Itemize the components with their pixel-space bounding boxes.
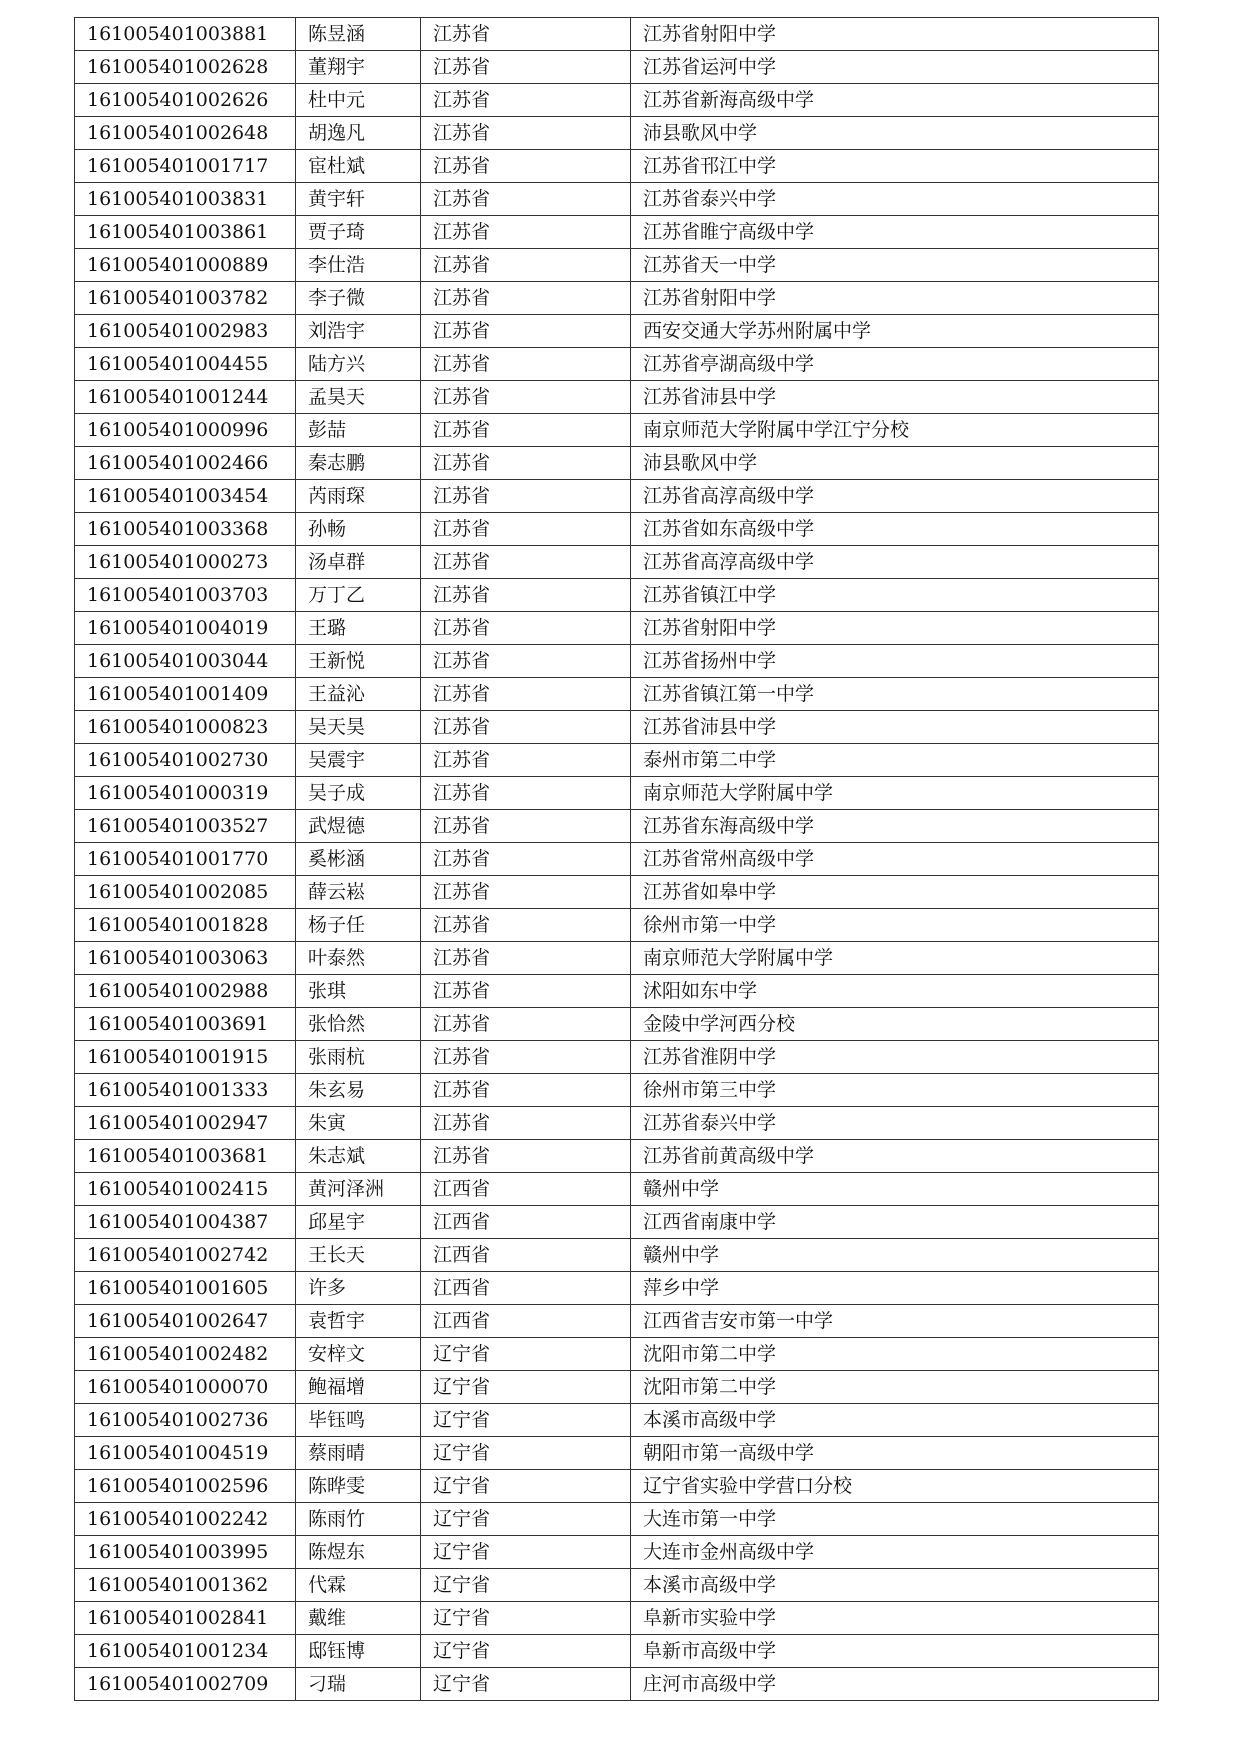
candidate-id-cell: 161005401000996 — [75, 414, 296, 447]
candidate-id-cell: 161005401003063 — [75, 942, 296, 975]
table-row — [75, 381, 1159, 414]
student-name-cell: 宦杜斌 — [296, 150, 421, 183]
candidate-id-cell: 161005401003044 — [75, 645, 296, 678]
table-row — [75, 216, 1159, 249]
table-row — [75, 1338, 1159, 1371]
student-name-cell: 鲍福增 — [296, 1371, 421, 1404]
table-row — [75, 348, 1159, 381]
student-name-cell: 董翔宇 — [296, 51, 421, 84]
table-row — [75, 810, 1159, 843]
candidate-id-cell: 161005401002085 — [75, 876, 296, 909]
table-row — [75, 678, 1159, 711]
table-row — [75, 612, 1159, 645]
school-cell: 本溪市高级中学 — [631, 1569, 1159, 1602]
candidate-id-cell: 161005401004519 — [75, 1437, 296, 1470]
student-name-cell: 万丁乙 — [296, 579, 421, 612]
table-row — [75, 843, 1159, 876]
student-name-cell: 薛云崧 — [296, 876, 421, 909]
candidate-id-cell: 161005401004019 — [75, 612, 296, 645]
candidate-id-cell: 161005401002242 — [75, 1503, 296, 1536]
school-cell: 辽宁省实验中学营口分校 — [631, 1470, 1159, 1503]
school-cell: 江苏省新海高级中学 — [631, 84, 1159, 117]
province-cell: 江苏省 — [421, 678, 631, 711]
candidate-id-cell: 161005401001770 — [75, 843, 296, 876]
candidate-id-cell: 161005401003691 — [75, 1008, 296, 1041]
candidate-id-cell: 161005401001234 — [75, 1635, 296, 1668]
student-name-cell: 毕钰鸣 — [296, 1404, 421, 1437]
province-cell: 江苏省 — [421, 546, 631, 579]
school-cell: 江苏省镇江第一中学 — [631, 678, 1159, 711]
school-cell: 萍乡中学 — [631, 1272, 1159, 1305]
province-cell: 辽宁省 — [421, 1503, 631, 1536]
student-name-cell: 袁哲宇 — [296, 1305, 421, 1338]
province-cell: 江苏省 — [421, 1107, 631, 1140]
school-cell: 江苏省运河中学 — [631, 51, 1159, 84]
school-cell: 江苏省前黄高级中学 — [631, 1140, 1159, 1173]
school-cell: 江苏省亭湖高级中学 — [631, 348, 1159, 381]
province-cell: 江苏省 — [421, 1008, 631, 1041]
candidate-id-cell: 161005401002628 — [75, 51, 296, 84]
school-cell: 南京师范大学附属中学 — [631, 777, 1159, 810]
province-cell: 辽宁省 — [421, 1536, 631, 1569]
table-row — [75, 1470, 1159, 1503]
table-row — [75, 777, 1159, 810]
student-name-cell: 叶泰然 — [296, 942, 421, 975]
school-cell: 沛县歌风中学 — [631, 117, 1159, 150]
province-cell: 江西省 — [421, 1272, 631, 1305]
school-cell: 朝阳市第一高级中学 — [631, 1437, 1159, 1470]
candidate-id-cell: 161005401002466 — [75, 447, 296, 480]
province-cell: 江苏省 — [421, 942, 631, 975]
table-row — [75, 84, 1159, 117]
table-row — [75, 1107, 1159, 1140]
student-name-cell: 王璐 — [296, 612, 421, 645]
school-cell: 大连市金州高级中学 — [631, 1536, 1159, 1569]
province-cell: 江苏省 — [421, 579, 631, 612]
student-name-cell: 王新悦 — [296, 645, 421, 678]
student-name-cell: 汤卓群 — [296, 546, 421, 579]
table-row — [75, 1173, 1159, 1206]
candidate-id-cell: 161005401003368 — [75, 513, 296, 546]
province-cell: 江苏省 — [421, 249, 631, 282]
province-cell: 江苏省 — [421, 150, 631, 183]
province-cell: 江苏省 — [421, 117, 631, 150]
student-name-cell: 李子微 — [296, 282, 421, 315]
candidate-id-cell: 161005401002983 — [75, 315, 296, 348]
table-row — [75, 249, 1159, 282]
table-row — [75, 1041, 1159, 1074]
table-row — [75, 513, 1159, 546]
province-cell: 辽宁省 — [421, 1635, 631, 1668]
student-name-cell: 邱星宇 — [296, 1206, 421, 1239]
student-name-cell: 吴天昊 — [296, 711, 421, 744]
student-name-cell: 吴子成 — [296, 777, 421, 810]
province-cell: 江苏省 — [421, 216, 631, 249]
province-cell: 江苏省 — [421, 645, 631, 678]
candidate-id-cell: 161005401002730 — [75, 744, 296, 777]
table-row — [75, 1074, 1159, 1107]
table-row — [75, 414, 1159, 447]
province-cell: 江苏省 — [421, 315, 631, 348]
school-cell: 庄河市高级中学 — [631, 1668, 1159, 1701]
candidate-id-cell: 161005401001362 — [75, 1569, 296, 1602]
school-cell: 南京师范大学附属中学江宁分校 — [631, 414, 1159, 447]
candidate-id-cell: 161005401004387 — [75, 1206, 296, 1239]
student-name-cell: 王长天 — [296, 1239, 421, 1272]
candidate-id-cell: 161005401002988 — [75, 975, 296, 1008]
candidate-id-cell: 161005401003861 — [75, 216, 296, 249]
student-name-cell: 刁瑞 — [296, 1668, 421, 1701]
school-cell: 江苏省沛县中学 — [631, 381, 1159, 414]
school-cell: 沭阳如东中学 — [631, 975, 1159, 1008]
candidate-id-cell: 161005401000070 — [75, 1371, 296, 1404]
table-row — [75, 1635, 1159, 1668]
province-cell: 江苏省 — [421, 183, 631, 216]
province-cell: 江苏省 — [421, 975, 631, 1008]
province-cell: 江苏省 — [421, 1140, 631, 1173]
student-name-cell: 秦志鹏 — [296, 447, 421, 480]
table-row — [75, 150, 1159, 183]
school-cell: 江苏省常州高级中学 — [631, 843, 1159, 876]
candidate-id-cell: 161005401000889 — [75, 249, 296, 282]
school-cell: 江苏省射阳中学 — [631, 612, 1159, 645]
province-cell: 辽宁省 — [421, 1569, 631, 1602]
candidate-id-cell: 161005401003995 — [75, 1536, 296, 1569]
candidate-id-cell: 161005401001333 — [75, 1074, 296, 1107]
table-row — [75, 282, 1159, 315]
province-cell: 江西省 — [421, 1305, 631, 1338]
candidate-id-cell: 161005401003527 — [75, 810, 296, 843]
school-cell: 江苏省高淳高级中学 — [631, 480, 1159, 513]
province-cell: 江苏省 — [421, 51, 631, 84]
candidate-id-cell: 161005401000319 — [75, 777, 296, 810]
candidate-id-cell: 161005401003831 — [75, 183, 296, 216]
student-name-cell: 许多 — [296, 1272, 421, 1305]
student-name-cell: 张琪 — [296, 975, 421, 1008]
student-name-cell: 吴震宇 — [296, 744, 421, 777]
table-row — [75, 1008, 1159, 1041]
table-row — [75, 1239, 1159, 1272]
student-name-cell: 刘浩宇 — [296, 315, 421, 348]
school-cell: 江西省吉安市第一中学 — [631, 1305, 1159, 1338]
student-name-cell: 陆方兴 — [296, 348, 421, 381]
table-row — [75, 1536, 1159, 1569]
province-cell: 辽宁省 — [421, 1338, 631, 1371]
student-name-cell: 李仕浩 — [296, 249, 421, 282]
school-cell: 江苏省天一中学 — [631, 249, 1159, 282]
student-name-cell: 黄宇轩 — [296, 183, 421, 216]
province-cell: 江苏省 — [421, 414, 631, 447]
student-name-cell: 芮雨琛 — [296, 480, 421, 513]
table-row — [75, 744, 1159, 777]
table-row — [75, 18, 1159, 51]
table-row — [75, 1404, 1159, 1437]
candidate-id-cell: 161005401002736 — [75, 1404, 296, 1437]
province-cell: 江西省 — [421, 1239, 631, 1272]
province-cell: 江苏省 — [421, 447, 631, 480]
table-row — [75, 876, 1159, 909]
student-name-cell: 孙畅 — [296, 513, 421, 546]
table-row — [75, 975, 1159, 1008]
province-cell: 辽宁省 — [421, 1371, 631, 1404]
school-cell: 江苏省邗江中学 — [631, 150, 1159, 183]
province-cell: 辽宁省 — [421, 1437, 631, 1470]
province-cell: 江苏省 — [421, 810, 631, 843]
candidate-id-cell: 161005401002709 — [75, 1668, 296, 1701]
school-cell: 本溪市高级中学 — [631, 1404, 1159, 1437]
student-name-cell: 陈煜东 — [296, 1536, 421, 1569]
table-row — [75, 1503, 1159, 1536]
candidate-id-cell: 161005401002947 — [75, 1107, 296, 1140]
school-cell: 阜新市实验中学 — [631, 1602, 1159, 1635]
student-name-cell: 孟昊天 — [296, 381, 421, 414]
student-name-cell: 彭喆 — [296, 414, 421, 447]
school-cell: 江苏省如皋中学 — [631, 876, 1159, 909]
student-name-cell: 朱玄易 — [296, 1074, 421, 1107]
student-name-cell: 陈昱涵 — [296, 18, 421, 51]
candidate-id-cell: 161005401003703 — [75, 579, 296, 612]
table-row — [75, 546, 1159, 579]
table-row — [75, 447, 1159, 480]
province-cell: 江西省 — [421, 1206, 631, 1239]
student-name-cell: 奚彬涵 — [296, 843, 421, 876]
school-cell: 赣州中学 — [631, 1239, 1159, 1272]
roster-sheet — [74, 17, 1158, 1701]
school-cell: 江苏省泰兴中学 — [631, 183, 1159, 216]
table-row — [75, 1569, 1159, 1602]
candidate-id-cell: 161005401000823 — [75, 711, 296, 744]
table-row — [75, 117, 1159, 150]
student-name-cell: 戴维 — [296, 1602, 421, 1635]
table-row — [75, 1668, 1159, 1701]
candidate-id-cell: 161005401001605 — [75, 1272, 296, 1305]
table-row — [75, 183, 1159, 216]
school-cell: 阜新市高级中学 — [631, 1635, 1159, 1668]
student-name-cell: 贾子琦 — [296, 216, 421, 249]
table-row — [75, 1206, 1159, 1239]
table-row — [75, 579, 1159, 612]
candidate-id-cell: 161005401002415 — [75, 1173, 296, 1206]
province-cell: 辽宁省 — [421, 1668, 631, 1701]
province-cell: 江苏省 — [421, 18, 631, 51]
school-cell: 金陵中学河西分校 — [631, 1008, 1159, 1041]
province-cell: 辽宁省 — [421, 1602, 631, 1635]
candidate-id-cell: 161005401002648 — [75, 117, 296, 150]
school-cell: 沛县歌风中学 — [631, 447, 1159, 480]
province-cell: 江苏省 — [421, 711, 631, 744]
student-name-cell: 张雨杭 — [296, 1041, 421, 1074]
province-cell: 江苏省 — [421, 480, 631, 513]
province-cell: 江苏省 — [421, 1041, 631, 1074]
table-row — [75, 1602, 1159, 1635]
student-name-cell: 代霖 — [296, 1569, 421, 1602]
school-cell: 江苏省如东高级中学 — [631, 513, 1159, 546]
province-cell: 江苏省 — [421, 777, 631, 810]
student-name-cell: 王益沁 — [296, 678, 421, 711]
school-cell: 南京师范大学附属中学 — [631, 942, 1159, 975]
student-name-cell: 杨子任 — [296, 909, 421, 942]
student-name-cell: 武煜德 — [296, 810, 421, 843]
school-cell: 徐州市第一中学 — [631, 909, 1159, 942]
student-name-cell: 黄河泽洲 — [296, 1173, 421, 1206]
table-row — [75, 645, 1159, 678]
school-cell: 沈阳市第二中学 — [631, 1338, 1159, 1371]
province-cell: 江西省 — [421, 1173, 631, 1206]
table-row — [75, 1140, 1159, 1173]
candidate-id-cell: 161005401000273 — [75, 546, 296, 579]
province-cell: 江苏省 — [421, 612, 631, 645]
student-name-cell: 张恰然 — [296, 1008, 421, 1041]
province-cell: 江苏省 — [421, 1074, 631, 1107]
province-cell: 江苏省 — [421, 84, 631, 117]
province-cell: 辽宁省 — [421, 1470, 631, 1503]
student-name-cell: 胡逸凡 — [296, 117, 421, 150]
school-cell: 江苏省射阳中学 — [631, 18, 1159, 51]
student-name-cell: 朱志斌 — [296, 1140, 421, 1173]
province-cell: 江苏省 — [421, 348, 631, 381]
province-cell: 江苏省 — [421, 513, 631, 546]
candidate-id-cell: 161005401002841 — [75, 1602, 296, 1635]
table-row — [75, 1305, 1159, 1338]
province-cell: 江苏省 — [421, 843, 631, 876]
student-name-cell: 邸钰博 — [296, 1635, 421, 1668]
student-name-cell: 陈晔雯 — [296, 1470, 421, 1503]
roster-table — [74, 17, 1159, 1701]
school-cell: 江苏省射阳中学 — [631, 282, 1159, 315]
candidate-id-cell: 161005401003454 — [75, 480, 296, 513]
candidate-id-cell: 161005401002482 — [75, 1338, 296, 1371]
candidate-id-cell: 161005401002647 — [75, 1305, 296, 1338]
table-row — [75, 315, 1159, 348]
school-cell: 江苏省镇江中学 — [631, 579, 1159, 612]
school-cell: 赣州中学 — [631, 1173, 1159, 1206]
province-cell: 江苏省 — [421, 876, 631, 909]
candidate-id-cell: 161005401003681 — [75, 1140, 296, 1173]
school-cell: 江苏省睢宁高级中学 — [631, 216, 1159, 249]
candidate-id-cell: 161005401001915 — [75, 1041, 296, 1074]
school-cell: 江苏省泰兴中学 — [631, 1107, 1159, 1140]
province-cell: 辽宁省 — [421, 1404, 631, 1437]
school-cell: 江苏省扬州中学 — [631, 645, 1159, 678]
school-cell: 大连市第一中学 — [631, 1503, 1159, 1536]
candidate-id-cell: 161005401001409 — [75, 678, 296, 711]
candidate-id-cell: 161005401001244 — [75, 381, 296, 414]
candidate-id-cell: 161005401002596 — [75, 1470, 296, 1503]
school-cell: 西安交通大学苏州附属中学 — [631, 315, 1159, 348]
student-name-cell: 陈雨竹 — [296, 1503, 421, 1536]
school-cell: 江西省南康中学 — [631, 1206, 1159, 1239]
table-row — [75, 711, 1159, 744]
school-cell: 江苏省沛县中学 — [631, 711, 1159, 744]
candidate-id-cell: 161005401002626 — [75, 84, 296, 117]
table-row — [75, 909, 1159, 942]
candidate-id-cell: 161005401002742 — [75, 1239, 296, 1272]
school-cell: 泰州市第二中学 — [631, 744, 1159, 777]
table-row — [75, 1437, 1159, 1470]
student-name-cell: 朱寅 — [296, 1107, 421, 1140]
table-row — [75, 51, 1159, 84]
school-cell: 江苏省东海高级中学 — [631, 810, 1159, 843]
province-cell: 江苏省 — [421, 744, 631, 777]
school-cell: 沈阳市第二中学 — [631, 1371, 1159, 1404]
table-row — [75, 1272, 1159, 1305]
school-cell: 江苏省高淳高级中学 — [631, 546, 1159, 579]
student-name-cell: 杜中元 — [296, 84, 421, 117]
candidate-id-cell: 161005401001717 — [75, 150, 296, 183]
province-cell: 江苏省 — [421, 909, 631, 942]
candidate-id-cell: 161005401003881 — [75, 18, 296, 51]
student-name-cell: 蔡雨晴 — [296, 1437, 421, 1470]
school-cell: 徐州市第三中学 — [631, 1074, 1159, 1107]
candidate-id-cell: 161005401003782 — [75, 282, 296, 315]
province-cell: 江苏省 — [421, 282, 631, 315]
student-name-cell: 安梓文 — [296, 1338, 421, 1371]
candidate-id-cell: 161005401001828 — [75, 909, 296, 942]
school-cell: 江苏省淮阴中学 — [631, 1041, 1159, 1074]
table-row — [75, 1371, 1159, 1404]
candidate-id-cell: 161005401004455 — [75, 348, 296, 381]
roster-body — [75, 18, 1159, 1701]
province-cell: 江苏省 — [421, 381, 631, 414]
table-row — [75, 480, 1159, 513]
table-row — [75, 942, 1159, 975]
